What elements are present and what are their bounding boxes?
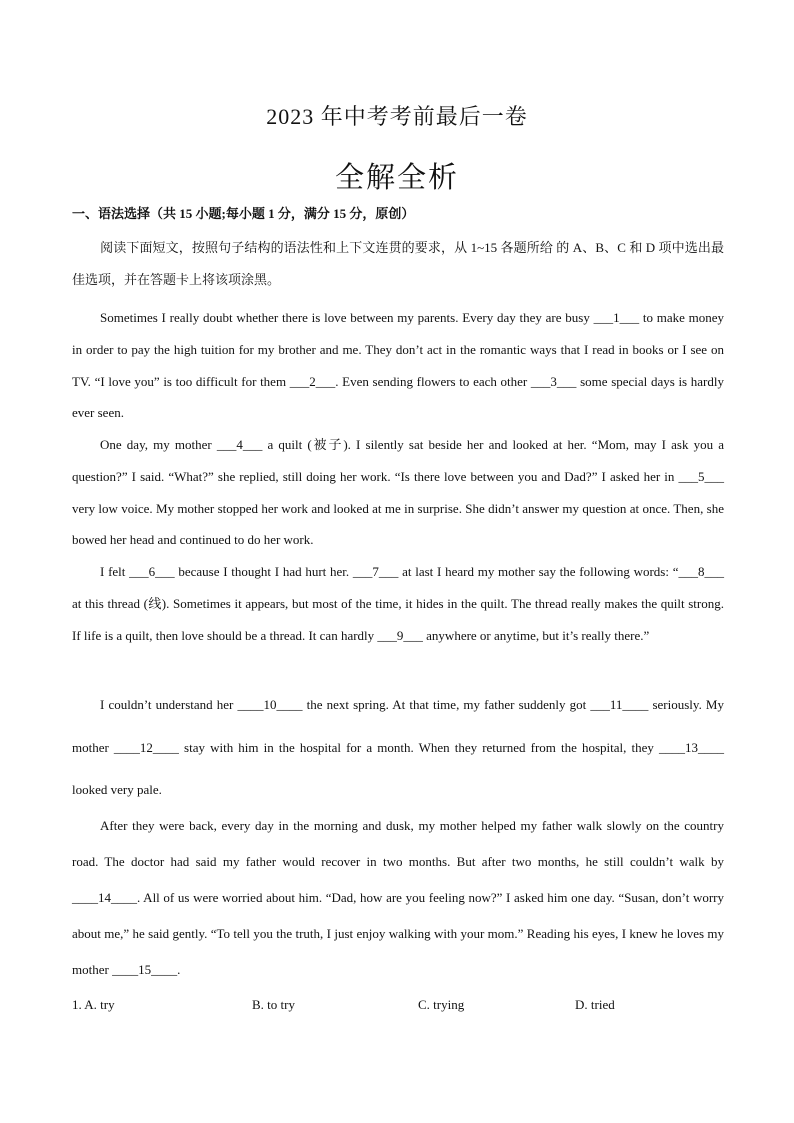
paragraph-text: After they were back, every day in the morning and dusk, my mother helped my father walk slowly on the country road. The doctor had said my father would recover in two months. But after two months, he still couldn’t walk by ____14____. All of us were worried about him. “Dad, how are you feeling now?” I asked him one day. “Susan, don’t worry about me,” he said gently. “To tell you the truth, I just enjoy walking with your mom.” Reading his eyes, I knew he loves my mother ____15____. — [72, 818, 724, 977]
page-title: 2023 年中考考前最后一卷 — [266, 104, 528, 129]
passage-paragraph-5 — [72, 808, 724, 988]
option-c: C. trying — [418, 997, 465, 1012]
passage-paragraph-2 — [72, 429, 724, 556]
instructions-paragraph — [72, 232, 724, 296]
passage-paragraph-1 — [72, 302, 724, 429]
paragraph-text: 阅读下面短文，按照句子结构的语法性和上下文连贯的要求，从 1~15 各题所给 的 A、B、C 和 D 项中选出最佳选项，并在答题卡上将该项涂黑。 — [72, 240, 724, 287]
option-a: 1. A. try — [72, 997, 115, 1012]
passage-paragraph-3 — [72, 556, 724, 651]
paragraph-text: Sometimes I really doubt whether there is love between my parents. Every day they are busy ___1___ to make money in order to pay the high tuition for my brother and me. They don’t act in the romantic ways that I read in books or I see on TV. “I love you” is too difficult for them ___2___. Even sending flowers to each other ___3___ some special days is hardly ever seen. — [72, 310, 724, 421]
paragraph-text: One day, my mother ___4___ a quilt (被子). I silently sat beside her and looked at her. “Mom, may I ask you a question?” I said. “What?” she replied, still doing her work. “Is there love between you and Dad?” I asked her in ___5___ very low voice. My mother stopped her work and looked at me in surprise. She didn’t answer my question at once. Then, she bowed her head and continued to do her work. — [72, 437, 724, 548]
page-subtitle: 全解全析 — [334, 162, 459, 194]
section-heading: 一、语法选择（共 15 小题;每小题 1 分，满分 15 分，原创） — [72, 206, 415, 221]
paragraph-text: I felt ___6___ because I thought I had hurt her. ___7___ at last I heard my mother say the following words: “___8___ at this thread (线). Sometimes it appears, but most of the time, it hides in the quilt. The thread really makes the quilt strong. If life is a quilt, then love should be a thread. It can hardly ___9___ anywhere or anytime, but it’s really there.” — [72, 564, 724, 643]
passage-paragraph-4 — [72, 684, 724, 812]
option-b: B. to try — [252, 997, 295, 1012]
option-d: D. tried — [575, 997, 615, 1012]
paragraph-text: I couldn’t understand her ____10____ the next spring. At that time, my father suddenly got ___11____ seriously. My mother ____12____ stay with him in the hospital for a month. When they returned from the hospital, they ____13____ looked very pale. — [72, 697, 724, 797]
